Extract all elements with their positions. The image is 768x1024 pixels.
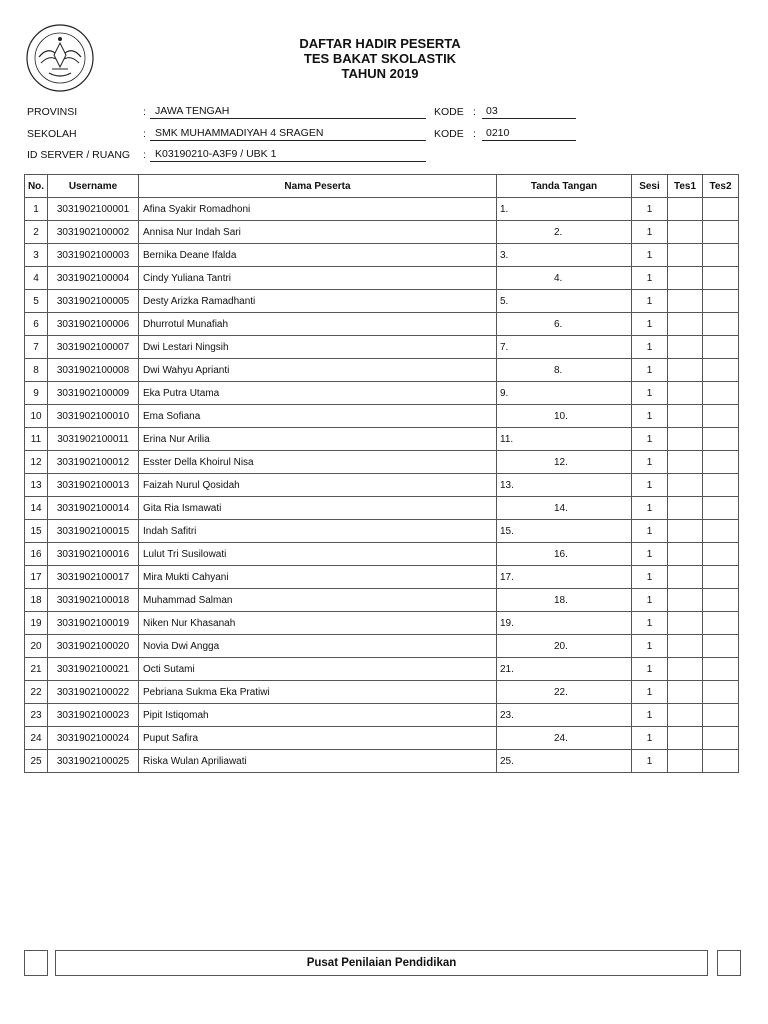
row-username: 3031902100018 (48, 589, 139, 612)
row-tes1 (668, 612, 703, 635)
row-tes1 (668, 704, 703, 727)
signature-number: 13. (500, 479, 514, 491)
row-no: 1 (25, 198, 48, 221)
provinsi-label: PROVINSI (27, 106, 78, 118)
row-tanda-tangan (497, 313, 632, 336)
row-tes2 (703, 658, 739, 681)
row-tanda-tangan (497, 451, 632, 474)
signature-number: 19. (500, 617, 514, 629)
row-tes2 (703, 543, 739, 566)
row-tes1 (668, 451, 703, 474)
row-tanda-tangan (497, 658, 632, 681)
table-row (25, 359, 739, 382)
row-sesi: 1 (632, 704, 668, 727)
table-row (25, 451, 739, 474)
document-title-line-1: DAFTAR HADIR PESERTA (299, 36, 461, 51)
signature-number: 7. (500, 341, 509, 353)
row-nama-peserta: Dhurrotul Munafiah (139, 313, 497, 336)
table-row (25, 497, 739, 520)
row-tes1 (668, 244, 703, 267)
table-row (25, 336, 739, 359)
row-tes1 (668, 497, 703, 520)
row-nama-peserta: Riska Wulan Apriliawati (139, 750, 497, 773)
table-row (25, 382, 739, 405)
row-sesi: 1 (632, 198, 668, 221)
document-title-line-2: TES BAKAT SKOLASTIK (303, 51, 457, 66)
row-tanda-tangan (497, 198, 632, 221)
row-tes1 (668, 290, 703, 313)
sekolah-value: SMK MUHAMMADIYAH 4 SRAGEN (155, 127, 324, 139)
row-tes1 (668, 635, 703, 658)
row-nama-peserta: Mira Mukti Cahyani (139, 566, 497, 589)
row-nama-peserta: Bernika Deane Ifalda (139, 244, 497, 267)
header-no: No. (25, 175, 48, 198)
row-tes2 (703, 589, 739, 612)
row-tes2 (703, 198, 739, 221)
row-username: 3031902100010 (48, 405, 139, 428)
table-row (25, 704, 739, 727)
row-sesi: 1 (632, 658, 668, 681)
row-tanda-tangan (497, 612, 632, 635)
row-username: 3031902100003 (48, 244, 139, 267)
row-sesi: 1 (632, 497, 668, 520)
row-nama-peserta: Lulut Tri Susilowati (139, 543, 497, 566)
signature-number: 4. (554, 272, 563, 284)
row-tes2 (703, 405, 739, 428)
row-nama-peserta: Desty Arizka Ramadhanti (139, 290, 497, 313)
row-tes2 (703, 382, 739, 405)
row-tes2 (703, 612, 739, 635)
row-tanda-tangan (497, 750, 632, 773)
signature-number: 15. (500, 525, 514, 537)
row-username: 3031902100006 (48, 313, 139, 336)
sekolah-underline (150, 140, 426, 141)
row-nama-peserta: Pebriana Sukma Eka Pratiwi (139, 681, 497, 704)
row-no: 21 (25, 658, 48, 681)
footer-institution: Pusat Penilaian Pendidikan (306, 957, 457, 969)
row-sesi: 1 (632, 727, 668, 750)
row-username: 3031902100019 (48, 612, 139, 635)
row-no: 2 (25, 221, 48, 244)
row-nama-peserta: Annisa Nur Indah Sari (139, 221, 497, 244)
header-sesi: Sesi (632, 175, 668, 198)
table-row (25, 520, 739, 543)
row-sesi: 1 (632, 336, 668, 359)
row-tes1 (668, 658, 703, 681)
table-row (25, 681, 739, 704)
row-tes1 (668, 727, 703, 750)
server-underline (150, 161, 426, 162)
row-username: 3031902100025 (48, 750, 139, 773)
signature-number: 6. (554, 318, 563, 330)
row-nama-peserta: Novia Dwi Angga (139, 635, 497, 658)
attendance-table (24, 174, 739, 773)
row-no: 4 (25, 267, 48, 290)
row-tes1 (668, 589, 703, 612)
row-tes1 (668, 405, 703, 428)
row-sesi: 1 (632, 428, 668, 451)
row-tanda-tangan (497, 727, 632, 750)
row-sesi: 1 (632, 681, 668, 704)
signature-number: 3. (500, 249, 509, 261)
row-sesi: 1 (632, 520, 668, 543)
row-no: 25 (25, 750, 48, 773)
row-tes1 (668, 336, 703, 359)
table-row (25, 290, 739, 313)
row-sesi: 1 (632, 405, 668, 428)
row-tes2 (703, 244, 739, 267)
row-tes1 (668, 520, 703, 543)
server-label: ID SERVER / RUANG (27, 149, 131, 161)
table-body (25, 198, 739, 773)
signature-number: 17. (500, 571, 514, 583)
signature-number: 14. (554, 502, 568, 514)
kode-1-value: 03 (486, 105, 498, 117)
row-username: 3031902100022 (48, 681, 139, 704)
row-tes1 (668, 313, 703, 336)
row-username: 3031902100007 (48, 336, 139, 359)
row-username: 3031902100014 (48, 497, 139, 520)
signature-number: 18. (554, 594, 568, 606)
row-tanda-tangan (497, 267, 632, 290)
header-tanda-tangan: Tanda Tangan (497, 175, 632, 198)
row-no: 10 (25, 405, 48, 428)
signature-number: 16. (554, 548, 568, 560)
row-no: 24 (25, 727, 48, 750)
row-tes2 (703, 313, 739, 336)
row-tanda-tangan (497, 635, 632, 658)
provinsi-colon: : (143, 106, 146, 118)
row-no: 20 (25, 635, 48, 658)
table-row (25, 313, 739, 336)
header-tes1: Tes1 (668, 175, 703, 198)
row-nama-peserta: Eka Putra Utama (139, 382, 497, 405)
row-tanda-tangan (497, 543, 632, 566)
table-row (25, 244, 739, 267)
row-nama-peserta: Pipit Istiqomah (139, 704, 497, 727)
row-no: 13 (25, 474, 48, 497)
server-value: K03190210-A3F9 / UBK 1 (155, 148, 277, 160)
row-username: 3031902100023 (48, 704, 139, 727)
table-row (25, 612, 739, 635)
signature-number: 21. (500, 663, 514, 675)
table-row (25, 267, 739, 290)
row-no: 12 (25, 451, 48, 474)
row-no: 3 (25, 244, 48, 267)
signature-number: 22. (554, 686, 568, 698)
row-sesi: 1 (632, 359, 668, 382)
row-username: 3031902100017 (48, 566, 139, 589)
document-title-line-3: TAHUN 2019 (341, 66, 419, 81)
row-nama-peserta: Puput Safira (139, 727, 497, 750)
table-row (25, 727, 739, 750)
tut-wuri-handayani-logo (25, 23, 95, 93)
row-sesi: 1 (632, 589, 668, 612)
row-no: 7 (25, 336, 48, 359)
row-no: 11 (25, 428, 48, 451)
row-tes1 (668, 543, 703, 566)
row-sesi: 1 (632, 543, 668, 566)
row-tanda-tangan (497, 681, 632, 704)
table-row (25, 566, 739, 589)
kode-1-label: KODE (434, 106, 464, 118)
table-row (25, 635, 739, 658)
row-username: 3031902100013 (48, 474, 139, 497)
row-no: 9 (25, 382, 48, 405)
row-tes2 (703, 267, 739, 290)
signature-number: 10. (554, 410, 568, 422)
row-tanda-tangan (497, 336, 632, 359)
table-row (25, 543, 739, 566)
table-row (25, 750, 739, 773)
row-tanda-tangan (497, 474, 632, 497)
header-nama-peserta: Nama Peserta (139, 175, 497, 198)
signature-number: 23. (500, 709, 514, 721)
row-nama-peserta: Indah Safitri (139, 520, 497, 543)
table-row (25, 589, 739, 612)
row-sesi: 1 (632, 313, 668, 336)
row-tanda-tangan (497, 244, 632, 267)
row-tes2 (703, 566, 739, 589)
provinsi-underline (150, 118, 426, 119)
row-nama-peserta: Afina Syakir Romadhoni (139, 198, 497, 221)
footer-left-box (24, 950, 48, 976)
signature-number: 5. (500, 295, 509, 307)
row-tes1 (668, 267, 703, 290)
row-nama-peserta: Erina Nur Arilia (139, 428, 497, 451)
server-colon: : (143, 149, 146, 161)
table-header-row (25, 175, 739, 198)
row-nama-peserta: Dwi Lestari Ningsih (139, 336, 497, 359)
row-username: 3031902100009 (48, 382, 139, 405)
header-tes2: Tes2 (703, 175, 739, 198)
row-tes2 (703, 428, 739, 451)
row-tanda-tangan (497, 704, 632, 727)
row-no: 17 (25, 566, 48, 589)
header-username: Username (48, 175, 139, 198)
row-tanda-tangan (497, 428, 632, 451)
table-row (25, 428, 739, 451)
row-tanda-tangan (497, 359, 632, 382)
row-nama-peserta: Octi Sutami (139, 658, 497, 681)
row-tes1 (668, 566, 703, 589)
row-username: 3031902100016 (48, 543, 139, 566)
row-tanda-tangan (497, 566, 632, 589)
row-tes1 (668, 382, 703, 405)
row-tanda-tangan (497, 520, 632, 543)
row-username: 3031902100008 (48, 359, 139, 382)
row-tes2 (703, 750, 739, 773)
row-username: 3031902100005 (48, 290, 139, 313)
row-tanda-tangan (497, 405, 632, 428)
row-username: 3031902100004 (48, 267, 139, 290)
row-tes1 (668, 681, 703, 704)
row-tes1 (668, 359, 703, 382)
row-tes2 (703, 520, 739, 543)
row-username: 3031902100001 (48, 198, 139, 221)
row-no: 19 (25, 612, 48, 635)
row-username: 3031902100002 (48, 221, 139, 244)
row-no: 23 (25, 704, 48, 727)
row-nama-peserta: Ema Sofiana (139, 405, 497, 428)
kode-2-label: KODE (434, 128, 464, 140)
row-tes2 (703, 635, 739, 658)
row-tes2 (703, 451, 739, 474)
kode-2-colon: : (473, 128, 476, 140)
row-no: 15 (25, 520, 48, 543)
signature-number: 1. (500, 203, 509, 215)
row-sesi: 1 (632, 451, 668, 474)
row-sesi: 1 (632, 290, 668, 313)
signature-number: 24. (554, 732, 568, 744)
row-tes2 (703, 290, 739, 313)
row-nama-peserta: Esster Della Khoirul Nisa (139, 451, 497, 474)
table-row (25, 474, 739, 497)
row-sesi: 1 (632, 474, 668, 497)
row-no: 18 (25, 589, 48, 612)
row-tes2 (703, 704, 739, 727)
row-tanda-tangan (497, 382, 632, 405)
row-username: 3031902100011 (48, 428, 139, 451)
signature-number: 20. (554, 640, 568, 652)
row-sesi: 1 (632, 612, 668, 635)
table-row (25, 198, 739, 221)
row-sesi: 1 (632, 382, 668, 405)
row-no: 22 (25, 681, 48, 704)
kode-1-colon: : (473, 106, 476, 118)
row-username: 3031902100015 (48, 520, 139, 543)
row-nama-peserta: Dwi Wahyu Aprianti (139, 359, 497, 382)
kode-2-value: 0210 (486, 127, 510, 139)
kode-2-underline (482, 140, 576, 141)
row-no: 8 (25, 359, 48, 382)
row-tes2 (703, 336, 739, 359)
row-tanda-tangan (497, 497, 632, 520)
signature-number: 8. (554, 364, 563, 376)
table-row (25, 658, 739, 681)
row-tes1 (668, 428, 703, 451)
row-no: 14 (25, 497, 48, 520)
table-row (25, 405, 739, 428)
row-tes2 (703, 359, 739, 382)
row-nama-peserta: Gita Ria Ismawati (139, 497, 497, 520)
row-sesi: 1 (632, 635, 668, 658)
provinsi-value: JAWA TENGAH (155, 105, 230, 117)
row-sesi: 1 (632, 267, 668, 290)
row-tes1 (668, 474, 703, 497)
row-no: 16 (25, 543, 48, 566)
row-no: 6 (25, 313, 48, 336)
row-nama-peserta: Muhammad Salman (139, 589, 497, 612)
footer-right-box (717, 950, 741, 976)
kode-1-underline (482, 118, 576, 119)
row-nama-peserta: Niken Nur Khasanah (139, 612, 497, 635)
row-tes1 (668, 221, 703, 244)
row-tes2 (703, 221, 739, 244)
row-tes2 (703, 727, 739, 750)
row-tanda-tangan (497, 589, 632, 612)
row-tes2 (703, 681, 739, 704)
row-tanda-tangan (497, 290, 632, 313)
row-sesi: 1 (632, 750, 668, 773)
signature-number: 9. (500, 387, 509, 399)
row-username: 3031902100020 (48, 635, 139, 658)
sekolah-label: SEKOLAH (27, 128, 77, 140)
row-tes1 (668, 750, 703, 773)
row-username: 3031902100012 (48, 451, 139, 474)
row-sesi: 1 (632, 566, 668, 589)
row-tes2 (703, 474, 739, 497)
signature-number: 11. (500, 433, 514, 445)
row-tes2 (703, 497, 739, 520)
row-username: 3031902100024 (48, 727, 139, 750)
row-nama-peserta: Cindy Yuliana Tantri (139, 267, 497, 290)
row-sesi: 1 (632, 244, 668, 267)
sekolah-colon: : (143, 128, 146, 140)
table-row (25, 221, 739, 244)
signature-number: 12. (554, 456, 568, 468)
row-sesi: 1 (632, 221, 668, 244)
row-nama-peserta: Faizah Nurul Qosidah (139, 474, 497, 497)
row-username: 3031902100021 (48, 658, 139, 681)
row-tanda-tangan (497, 221, 632, 244)
signature-number: 25. (500, 755, 514, 767)
row-tes1 (668, 198, 703, 221)
row-no: 5 (25, 290, 48, 313)
signature-number: 2. (554, 226, 563, 238)
